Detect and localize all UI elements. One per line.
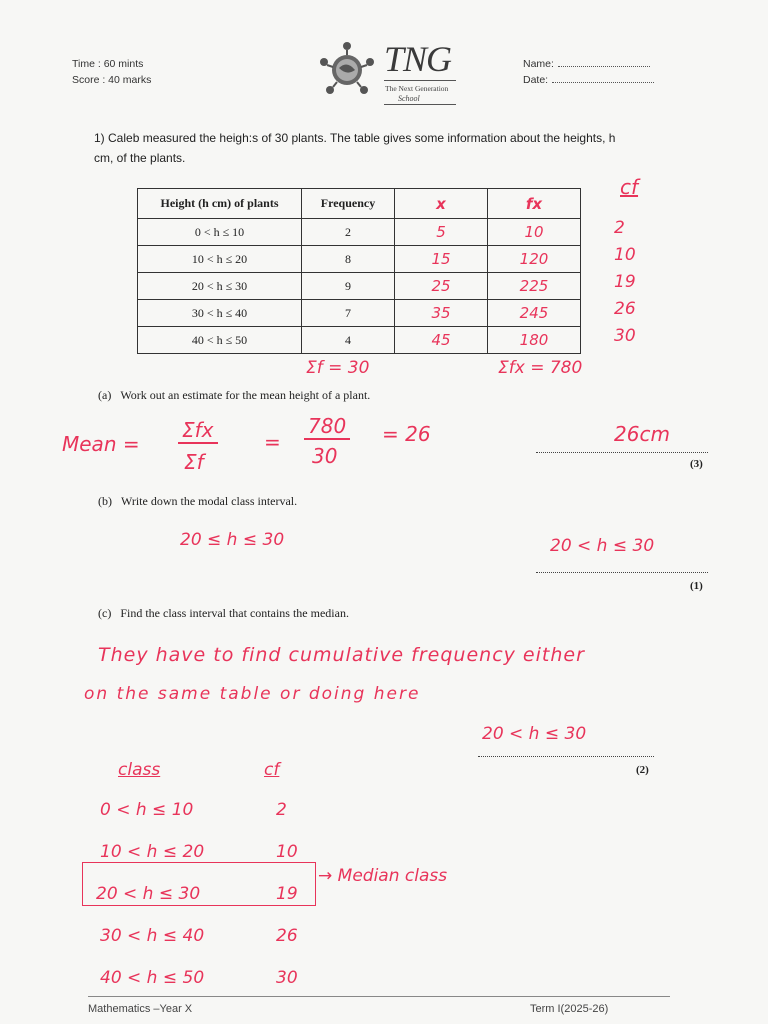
logo-subtitle: The Next Generation [385, 84, 449, 93]
date-blank[interactable] [552, 72, 654, 83]
sum-f: Σf = 30 [306, 358, 370, 378]
table-header-row [138, 189, 581, 219]
part-a-result: = 26 [382, 422, 431, 446]
question-line1: Caleb measured the heigh:s of 30 plants. The table gives some information about the heights, h [108, 131, 616, 145]
part-a-num2: 780 [304, 414, 350, 440]
cf-work-cf-header: cf [264, 760, 280, 780]
x-cell: 35 [395, 300, 488, 327]
median-class-highlight [82, 862, 316, 906]
frequency-cell: 9 [302, 273, 395, 300]
part-c-answer[interactable]: 20 < h ≤ 30 [482, 724, 587, 744]
frequency-header: Frequency [302, 189, 395, 219]
height-header: Height (h cm) of plants [138, 189, 302, 219]
student-fields [523, 56, 654, 88]
frequency-table [137, 188, 581, 354]
part-c-text: Find the class interval that contains the median. [120, 606, 349, 620]
table-row [138, 327, 581, 354]
x-cell: 5 [395, 219, 488, 246]
table-row [138, 273, 581, 300]
question-number: 1) [94, 131, 105, 145]
part-b-answer-line [536, 572, 708, 573]
cf-work-class: 20 < h ≤ 30 [96, 884, 201, 904]
footer-divider [88, 996, 670, 997]
school-logo-emblem-icon [312, 40, 382, 100]
footer-subject: Mathematics –Year X [88, 1003, 193, 1015]
logo-title: TNG [384, 39, 452, 79]
fx-cell: 225 [488, 273, 581, 300]
cf-value: 2 [614, 218, 625, 238]
cf-column-header: cf [620, 175, 639, 199]
interval-cell: 40 < h ≤ 50 [138, 327, 302, 354]
table-row [138, 219, 581, 246]
interval-cell: 20 < h ≤ 30 [138, 273, 302, 300]
part-c-answer-line [478, 756, 654, 757]
frequency-cell: 7 [302, 300, 395, 327]
score-label: Score : 40 marks [72, 74, 152, 86]
part-a-mean-label: Mean = [62, 432, 140, 456]
sum-fx: Σfx = 780 [498, 358, 583, 378]
frequency-cell: 4 [302, 327, 395, 354]
cf-work-class-header: class [118, 760, 161, 780]
part-a-answer[interactable]: 26cm [614, 422, 670, 446]
fx-cell: 10 [488, 219, 581, 246]
part-c-label: (c) [98, 606, 112, 620]
part-a-text: Work out an estimate for the mean height of a plant. [120, 388, 371, 402]
cf-work-value: 30 [276, 968, 298, 988]
time-label: Time : 60 mints [72, 58, 144, 70]
part-b-marks: (1) [690, 580, 703, 592]
part-a-prompt [98, 388, 370, 403]
question-text [94, 128, 694, 168]
part-a-num1: Σfx [178, 418, 218, 444]
cf-work-value: 19 [276, 884, 298, 904]
part-c-prompt [98, 606, 349, 621]
cf-work-value: 26 [276, 926, 298, 946]
interval-cell: 30 < h ≤ 40 [138, 300, 302, 327]
cf-work-class: 0 < h ≤ 10 [100, 800, 194, 820]
median-class-label: → Median class [318, 866, 448, 886]
cf-work-class: 10 < h ≤ 20 [100, 842, 205, 862]
cf-work-class: 30 < h ≤ 40 [100, 926, 205, 946]
cf-value: 19 [614, 272, 636, 292]
x-cell: 25 [395, 273, 488, 300]
interval-cell: 10 < h ≤ 20 [138, 246, 302, 273]
x-cell: 15 [395, 246, 488, 273]
part-a-marks: (3) [690, 458, 703, 470]
frequency-cell: 8 [302, 246, 395, 273]
footer-term: Term I(2025-26) [530, 1003, 609, 1015]
part-a-answer-line [536, 452, 708, 453]
cf-value: 10 [614, 245, 636, 265]
part-a-den1: Σf [184, 450, 204, 474]
table-row [138, 246, 581, 273]
date-label: Date: [523, 74, 549, 86]
part-a-den2: 30 [312, 444, 338, 468]
cf-value: 30 [614, 326, 636, 346]
logo-divider-bottom [384, 104, 456, 105]
name-label: Name: [523, 58, 554, 70]
x-header: x [395, 189, 488, 219]
fx-cell: 180 [488, 327, 581, 354]
exam-meta [72, 56, 151, 88]
part-a-label: (a) [98, 388, 112, 402]
name-blank[interactable] [558, 56, 650, 67]
cf-work-class: 40 < h ≤ 50 [100, 968, 205, 988]
part-c-marks: (2) [636, 764, 649, 776]
table-row [138, 300, 581, 327]
part-c-note-line1: They have to find cumulative frequency either [98, 644, 585, 666]
part-b-answer[interactable]: 20 < h ≤ 30 [550, 536, 655, 556]
fx-cell: 120 [488, 246, 581, 273]
part-b-prompt [98, 494, 297, 509]
fx-header: fx [488, 189, 581, 219]
cf-value: 26 [614, 299, 636, 319]
logo-school: School [398, 94, 420, 103]
x-cell: 45 [395, 327, 488, 354]
frequency-cell: 2 [302, 219, 395, 246]
cf-work-value: 10 [276, 842, 298, 862]
cf-work-value: 2 [276, 800, 287, 820]
part-c-note-line2: on the same table or doing here [84, 684, 421, 704]
part-b-text: Write down the modal class interval. [121, 494, 298, 508]
part-b-work: 20 ≤ h ≤ 30 [180, 530, 285, 550]
logo-divider [384, 80, 456, 81]
fx-cell: 245 [488, 300, 581, 327]
question-line2: cm, of the plants. [94, 151, 186, 165]
part-a-eq: = [264, 430, 281, 454]
part-b-label: (b) [98, 494, 112, 508]
interval-cell: 0 < h ≤ 10 [138, 219, 302, 246]
